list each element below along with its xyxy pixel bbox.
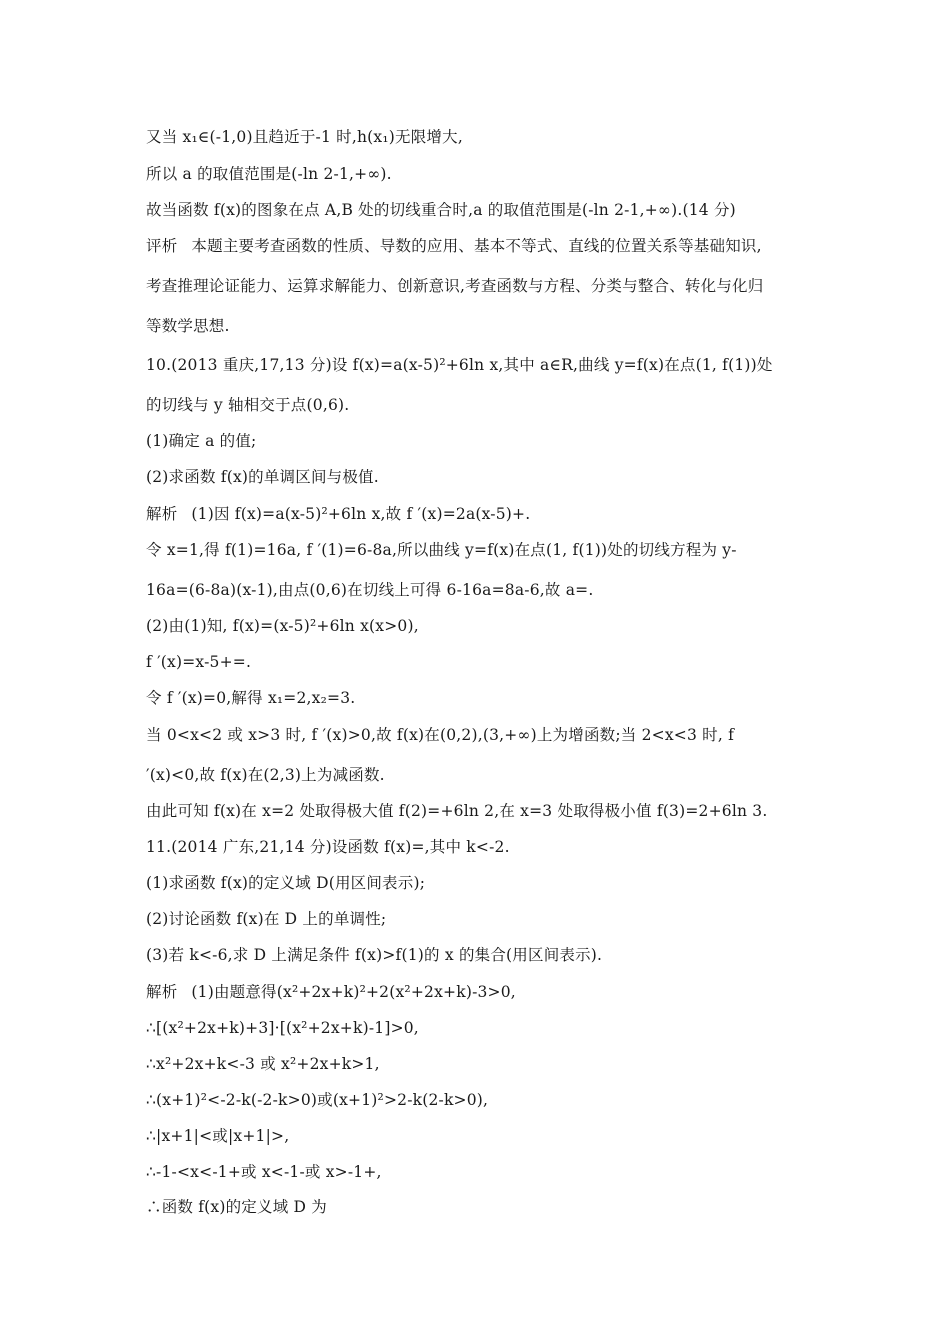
text-line-8 [146,395,816,415]
line-text: (1)求函数 f(x)的定义域 D(用区间表示); [146,874,426,892]
text-line-27 [146,1090,816,1110]
text-line-29 [146,1162,816,1182]
text-line-24 [146,982,816,1002]
text-line-30 [146,1197,816,1217]
line-text: 令 x=1,得 f(1)=16a, f ′(1)=6-8a,所以曲线 y=f(x)在点(1, f(1))处的切线方程为 y- [146,541,737,559]
text-line-26 [146,1054,816,1074]
problem-10-statement [146,355,816,375]
text-line-22 [146,909,816,929]
section-label-comment: 评析 [146,237,178,255]
text-line-9 [146,431,816,451]
line-text: 10.(2013 重庆,17,13 分)设 f(x)=a(x-5)²+6ln x,其中 a∈R,曲线 y=f(x)在点(1, f(1))处 [146,356,773,374]
section-label-solution: 解析 [146,505,178,523]
line-text: 16a=(6-8a)(x-1),由点(0,6)在切线上可得 6-16a=8a-6,故 a=. [146,581,594,599]
line-text: ′(x)<0,故 f(x)在(2,3)上为减函数. [146,766,385,784]
section-label-solution: 解析 [146,983,178,1001]
problem-11-statement [146,837,816,857]
text-line-12 [146,540,816,560]
line-text: ∴(x+1)²<-2-k(-2-k>0)或(x+1)²>2-k(2-k>0), [146,1091,489,1109]
text-line-13 [146,580,816,600]
text-line-25 [146,1018,816,1038]
line-text: 当 0<x<2 或 x>3 时, f ′(x)>0,故 f(x)在(0,2),(3,+∞)上为增函数;当 2<x<3 时, f [146,726,735,744]
line-text: ∴函数 f(x)的定义域 D 为 [146,1198,327,1216]
line-text: 等数学思想. [146,317,230,335]
line-text: (2)讨论函数 f(x)在 D 上的单调性; [146,910,387,928]
text-line-10 [146,467,816,487]
line-text: ∴-1-<x<-1+或 x<-1-或 x>-1+, [146,1163,382,1181]
line-text: (1)由题意得(x²+2x+k)²+2(x²+2x+k)-3>0, [191,983,516,1001]
text-line-5 [146,276,816,296]
text-line-17 [146,725,816,745]
text-line-21 [146,873,816,893]
text-line-14 [146,616,816,636]
line-text: 的切线与 y 轴相交于点(0,6). [146,396,350,414]
line-text: (3)若 k<-6,求 D 上满足条件 f(x)>f(1)的 x 的集合(用区间表示). [146,946,603,964]
line-text: (1)因 f(x)=a(x-5)²+6ln x,故 f ′(x)=2a(x-5)+. [191,505,531,523]
line-text: ∴x²+2x+k<-3 或 x²+2x+k>1, [146,1055,380,1073]
text-line-18 [146,765,816,785]
text-line-6 [146,316,816,336]
text-line-1 [146,127,816,147]
line-text: 考查推理论证能力、运算求解能力、创新意识,考查函数与方程、分类与整合、转化与化归 [146,277,764,295]
text-line-19 [146,801,816,821]
text-line-4 [146,236,816,256]
text-line-15 [146,652,816,672]
text-line-11 [146,504,816,524]
line-text: ∴|x+1|<或|x+1|>, [146,1127,290,1145]
line-text: 11.(2014 广东,21,14 分)设函数 f(x)=,其中 k<-2. [146,838,510,856]
line-text: (2)由(1)知, f(x)=(x-5)²+6ln x(x>0), [146,617,419,635]
line-text: (1)确定 a 的值; [146,432,257,450]
line-text: (2)求函数 f(x)的单调区间与极值. [146,468,379,486]
text-line-23 [146,945,816,965]
line-text: 故当函数 f(x)的图象在点 A,B 处的切线重合时,a 的取值范围是(-ln 2-1,+∞).(14 分) [146,201,736,219]
line-text: 所以 a 的取值范围是(-ln 2-1,+∞). [146,165,392,183]
text-line-28 [146,1126,816,1146]
line-text: f ′(x)=x-5+=. [146,653,252,671]
line-text: 令 f ′(x)=0,解得 x₁=2,x₂=3. [146,689,356,707]
text-line-2 [146,164,816,184]
text-line-3 [146,200,816,220]
line-text: ∴[(x²+2x+k)+3]·[(x²+2x+k)-1]>0, [146,1019,419,1037]
line-text: 由此可知 f(x)在 x=2 处取得极大值 f(2)=+6ln 2,在 x=3 处取得极小值 f(3)=2+6ln 3. [146,802,768,820]
line-text: 本题主要考查函数的性质、导数的应用、基本不等式、直线的位置关系等基础知识, [191,237,762,255]
text-line-16 [146,688,816,708]
line-text: 又当 x₁∈(-1,0)且趋近于-1 时,h(x₁)无限增大, [146,128,463,146]
